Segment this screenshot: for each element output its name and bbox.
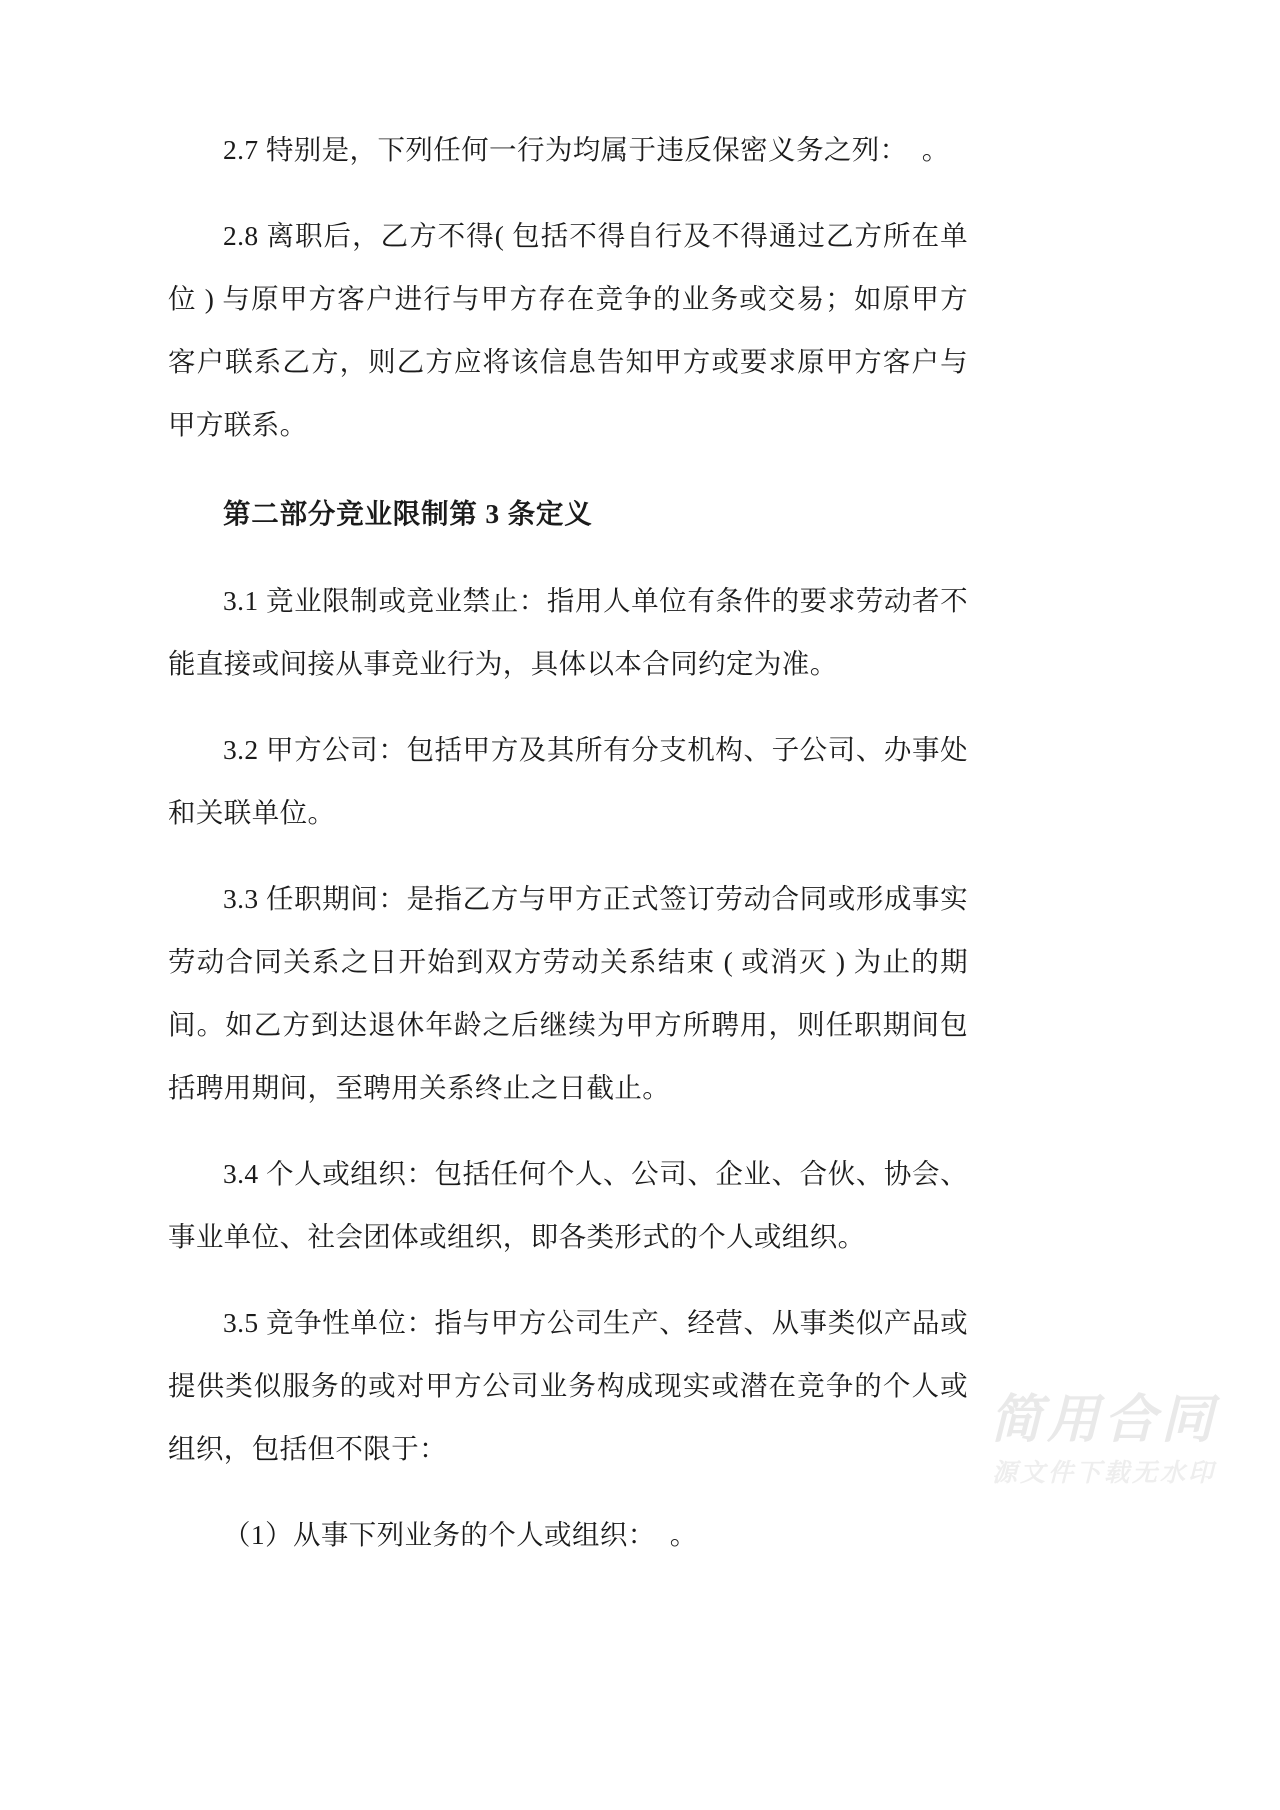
paragraph-clause-2-7: 2.7 特别是，下列任何一行为均属于违反保密义务之列： 。 (223, 134, 950, 165)
paragraph-clause-3-3: 3.3 任职期间：是指乙方与甲方正式签订劳动合同或形成事实劳动合同关系之日开始到双方劳动关系结束 ( 或消灭 ) 为止的期间。如乙方到达退休年龄之后继续为甲方所聘用，则任职期间包括聘用期间，至聘用关系终止之日截止。 (168, 883, 968, 1103)
paragraph-clause-3-2: 3.2 甲方公司：包括甲方及其所有分支机构、子公司、办事处和关联单位。 (168, 734, 968, 828)
paragraph-clause-3-1: 3.1 竞业限制或竞业禁止：指用人单位有条件的要求劳动者不能直接或间接从事竞业行为，具体以本合同约定为准。 (168, 585, 968, 679)
section-heading-part-two: 第二部分竞业限制第 3 条定义 (223, 498, 593, 529)
paragraph-clause-2-8: 2.8 离职后，乙方不得( 包括不得自行及不得通过乙方所在单位 ) 与原甲方客户进行与甲方存在竞争的业务或交易；如原甲方客户联系乙方，则乙方应将该信息告知甲方或要求原甲方客户与甲方联系。 (168, 220, 968, 440)
watermark-subtitle-text: 源文件下载无水印 (991, 1458, 1216, 1487)
watermark (990, 1389, 1218, 1492)
paragraph-clause-3-5-item-1: （1）从事下列业务的个人或组织： 。 (223, 1519, 698, 1550)
paragraph-clause-3-4: 3.4 个人或组织：包括任何个人、公司、企业、合伙、协会、事业单位、社会团体或组织，即各类形式的个人或组织。 (168, 1158, 968, 1252)
watermark-brand-text: 简用合同 (989, 1391, 1218, 1450)
document-text-body (168, 118, 968, 1589)
paragraph-clause-3-5: 3.5 竞争性单位：指与甲方公司生产、经营、从事类似产品或提供类似服务的或对甲方公司业务构成现实或潜在竞争的个人或组织，包括但不限于： (168, 1307, 968, 1464)
